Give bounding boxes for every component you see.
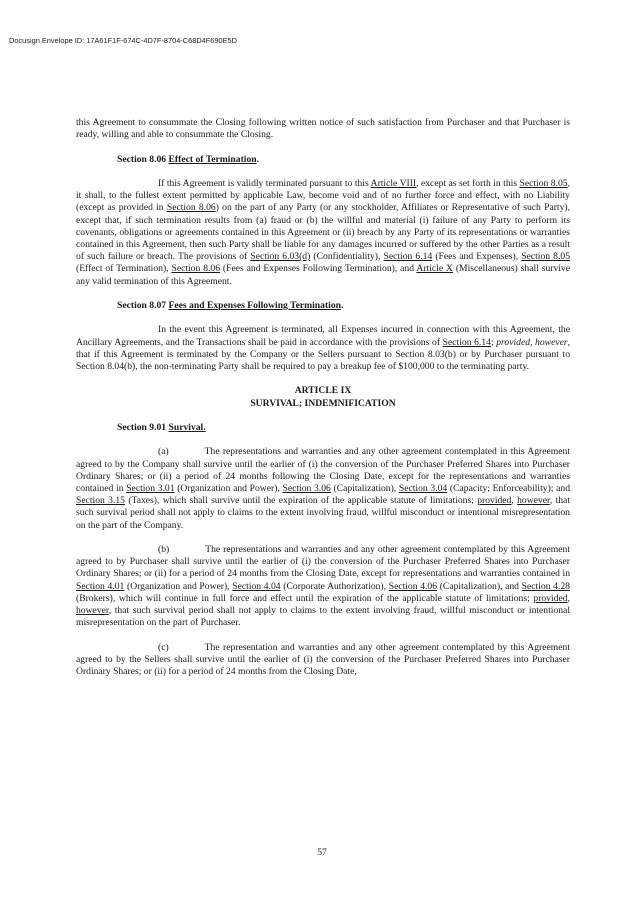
section-8-07-body: In the event this Agreement is terminated, all Expenses incurred in connection with this Agreement, the Ancillary Agreements, and the Transactions shall be paid in accordance with the provisions of Section 6.14; provided, however, that if this Agreement is terminated by the Company or the Sellers pursuant to Section 8.03(b) or by Purchaser pursuant to Section 8.04(b), the non-terminating Party shall be required to pay a breakup fee of $100,000 to the terminating party. [76,324,571,372]
section-8-07-title: Fees and Expenses Following Termination [168,300,341,311]
ref-section-4-04[interactable]: Section 4.04 [232,580,281,592]
ref-section-8-05[interactable]: Section 8.05 [519,177,568,189]
subsection-c-label: (c) [158,641,169,653]
ref-article-x[interactable]: Article X [416,263,453,275]
ref-section-4-28[interactable]: Section 4.28 [521,580,570,592]
section-9-01-title: Survival. [168,421,206,433]
section-8-07-heading: Section 8.07 Fees and Expenses Following Termination. [117,300,344,311]
subsection-a-label: (a) [158,446,169,458]
ref-section-8-05b[interactable]: Section 8.05 [521,251,570,263]
ref-section-4-01[interactable]: Section 4.01 [76,580,125,592]
section-8-06-body: If this Agreement is validly terminated pursuant to this Article VIII, except as set forth in this Section 8.05, it shall, to the fullest extent permitted by applicable Law, become void and of no further force and effect, with no Liability (except as provided in Section 8.06) on the part of any Party (or any stockholder, Affiliates or Representative of such Party), except that, if such termination results from (a) fraud or (b) the willful and material (i) failure of any Party to perform its covenants, obligations or agreements contained in this Agreement or (ii) breach by any Party of its representations or warranties contained in this Agreement, then such Party shall be liable for any damages incurred or suffered by the other Parties as a result of such failure or breach. The provisions of Section 6.03(d) (Confidentiality), Section 6.14 (Fees and Expenses), Section 8.05 (Effect of Termination), Section 8.06 (Fees and Expenses Following Termination), and Article X (Miscellaneous) shall survive any valid termination of this Agreement. [76,177,570,287]
ref-section-8-06b[interactable]: Section 8.06 [171,263,221,275]
provided-underlined-b: provided [533,592,568,604]
subsection-c: (c) The representation and warranties and any other agreement contemplated by this Agreement agreed to by the Sellers shall survive until the earlier of (i) the conversion of the Purchaser Preferred Shares into Purchaser Ordinary Shares; or (ii) for a period of 24 months from the Closing Date, [76,641,570,677]
ref-section-8-06[interactable]: Section 8.06 [166,202,216,214]
ref-section-6-14[interactable]: Section 6.14 [383,251,433,263]
ref-section-6-14-fees[interactable]: Section 6.14 [442,336,491,348]
section-8-06-title: Effect of Termination [168,153,257,165]
ref-section-3-01[interactable]: Section 3.01 [126,482,175,494]
subsection-a: (a) The representations and warranties and any other agreement contemplated in this Agreement agreed to by the Company shall survive until the earlier of (i) the conversion of the Purchaser Preferred Shares into Purchaser Ordinary Shares; or (ii) a period of 24 months following the Closing Date, except for the representations and warranties contained in Section 3.01 (Organization and Power), Section 3.06 (Capitalization), Section 3.04 (Capacity; Enforceability); and Section 3.15 (Taxes), which shall survive until the expiration of the applicable statute of limitations; provided, however, that such survival period shall not apply to claims to the extent involving fraud, willful misconduct or intentional misrepresentation on the part of the Company. [76,446,570,531]
ref-section-3-06[interactable]: Section 3.06 [282,482,331,494]
document-body [76,117,570,678]
subsection-b: (b) The representations and warranties and any other agreement contemplated by this Agreement agreed to by Purchaser shall survive until the earlier of (i) the conversion of the Purchaser Preferred Shares into Purchaser Ordinary Shares; or (ii) for a period of 24 months from the Closing Date, except for representations and warranties contained in Section 4.01 (Organization and Power), Section 4.04 (Corporate Authorization), Section 4.06 (Capitalization), and Section 4.28 (Brokers), which will continue in full force and effect until the expiration of the applicable statute of limitations; provided, however, that such survival period shall not apply to claims to the extent involving fraud, willful misconduct or intentional misrepresentation on the part of Purchaser. [76,543,570,629]
section-9-01-heading: Section 9.01 Survival. [117,421,206,433]
article-ix-number: ARTICLE IX [294,385,352,397]
article-ix-title: SURVIVAL; INDEMNIFICATION [250,397,396,409]
ref-article-viii[interactable]: Article VIII [370,177,417,189]
section-8-06-heading: Section 8.06 Effect of Termination. [117,153,259,165]
ref-section-6-03d[interactable]: Section 6.03(d) [250,251,311,263]
ref-section-3-04[interactable]: Section 3.04 [398,482,448,494]
paragraph-closing-continuation: this Agreement to consummate the Closing following written notice of such satisfaction from Purchaser and that Purchaser is ready, willing and able to consummate the Closing. [76,117,570,141]
page-number: 57 [317,847,327,858]
ref-section-3-15[interactable]: Section 3.15 [76,495,125,507]
docusign-envelope-id: Docusign Envelope ID: 17A61F1F-674C-4D7F-8704-C68D4F690E5D [9,36,237,45]
subsection-b-label: (b) [158,543,170,555]
ref-section-4-06[interactable]: Section 4.06 [388,580,438,592]
provided-underlined: provided [477,495,512,507]
however-underlined: however [517,495,550,507]
however-underlined-b: however [76,605,109,616]
proviso-italic: provided, however [496,336,568,348]
